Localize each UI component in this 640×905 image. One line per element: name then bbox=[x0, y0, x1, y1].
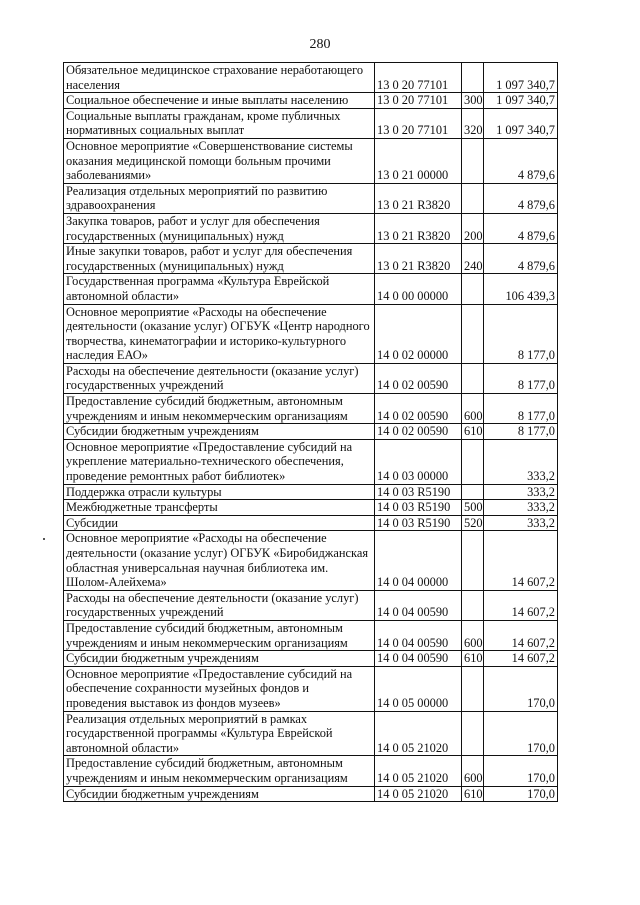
row-sum-cell: 170,0 bbox=[484, 786, 558, 802]
row-type-cell bbox=[462, 590, 484, 620]
row-name-cell: Реализация отдельных мероприятий в рамках государственной программы «Культура Еврейской автономной области» bbox=[64, 711, 375, 756]
row-name-cell: Социальные выплаты гражданам, кроме публичных нормативных социальных выплат bbox=[64, 108, 375, 138]
row-code-cell: 14 0 02 00590 bbox=[375, 394, 462, 424]
row-type-cell: 500 bbox=[462, 500, 484, 516]
row-type-cell bbox=[462, 63, 484, 93]
budget-table bbox=[63, 62, 558, 802]
row-sum-cell: 170,0 bbox=[484, 666, 558, 711]
row-code-cell: 14 0 04 00590 bbox=[375, 620, 462, 650]
row-sum-cell: 333,2 bbox=[484, 484, 558, 500]
row-sum-cell: 14 607,2 bbox=[484, 531, 558, 590]
table-row bbox=[64, 666, 558, 711]
row-code-cell: 14 0 05 00000 bbox=[375, 666, 462, 711]
row-type-cell bbox=[462, 531, 484, 590]
table-row bbox=[64, 363, 558, 393]
row-sum-cell: 1 097 340,7 bbox=[484, 108, 558, 138]
row-type-cell: 520 bbox=[462, 515, 484, 531]
row-sum-cell: 333,2 bbox=[484, 500, 558, 516]
table-row bbox=[64, 515, 558, 531]
row-code-cell: 14 0 04 00590 bbox=[375, 590, 462, 620]
table-row bbox=[64, 63, 558, 93]
row-type-cell bbox=[462, 439, 484, 484]
table-row bbox=[64, 274, 558, 304]
row-name-cell: Предоставление субсидий бюджетным, автономным учреждениям и иным некоммерческим организациям bbox=[64, 620, 375, 650]
row-name-cell: Субсидии bbox=[64, 515, 375, 531]
row-type-cell: 300 bbox=[462, 93, 484, 109]
row-name-cell: Реализация отдельных мероприятий по развитию здравоохранения bbox=[64, 183, 375, 213]
row-code-cell: 14 0 03 R5190 bbox=[375, 515, 462, 531]
table-row bbox=[64, 590, 558, 620]
row-name-cell: Основное мероприятие «Предоставление субсидий на обеспечение сохранности музейных фондов и проведения выставок из фондов музеев» bbox=[64, 666, 375, 711]
table-row bbox=[64, 394, 558, 424]
row-sum-cell: 170,0 bbox=[484, 711, 558, 756]
row-type-cell bbox=[462, 274, 484, 304]
table-row bbox=[64, 711, 558, 756]
row-type-cell: 610 bbox=[462, 651, 484, 667]
row-type-cell: 600 bbox=[462, 394, 484, 424]
table-row bbox=[64, 93, 558, 109]
row-type-cell bbox=[462, 484, 484, 500]
row-name-cell: Основное мероприятие «Предоставление субсидий на укрепление материально-технического обеспечения, проведение ремонтных работ библиотек» bbox=[64, 439, 375, 484]
row-sum-cell: 4 879,6 bbox=[484, 138, 558, 183]
row-type-cell bbox=[462, 304, 484, 363]
row-code-cell: 13 0 20 77101 bbox=[375, 93, 462, 109]
row-sum-cell: 1 097 340,7 bbox=[484, 63, 558, 93]
row-sum-cell: 1 097 340,7 bbox=[484, 93, 558, 109]
row-code-cell: 14 0 04 00590 bbox=[375, 651, 462, 667]
row-code-cell: 14 0 02 00000 bbox=[375, 304, 462, 363]
row-type-cell bbox=[462, 183, 484, 213]
row-sum-cell: 4 879,6 bbox=[484, 244, 558, 274]
row-name-cell: Основное мероприятие «Совершенствование системы оказания медицинской помощи больным прочими заболеваниями» bbox=[64, 138, 375, 183]
row-sum-cell: 8 177,0 bbox=[484, 304, 558, 363]
row-code-cell: 14 0 05 21020 bbox=[375, 756, 462, 786]
row-sum-cell: 14 607,2 bbox=[484, 590, 558, 620]
row-name-cell: Субсидии бюджетным учреждениям bbox=[64, 786, 375, 802]
row-sum-cell: 333,2 bbox=[484, 515, 558, 531]
row-type-cell: 200 bbox=[462, 213, 484, 243]
row-code-cell: 13 0 21 00000 bbox=[375, 138, 462, 183]
budget-table-body bbox=[64, 63, 558, 802]
table-row bbox=[64, 531, 558, 590]
row-name-cell: Основное мероприятие «Расходы на обеспечение деятельности (оказание услуг) ОГБУК «Центр народного творчества, кинематографии и историко-культурного наследия ЕАО» bbox=[64, 304, 375, 363]
row-type-cell: 320 bbox=[462, 108, 484, 138]
row-name-cell: Социальное обеспечение и иные выплаты населению bbox=[64, 93, 375, 109]
row-code-cell: 14 0 02 00590 bbox=[375, 424, 462, 440]
table-row bbox=[64, 138, 558, 183]
page-number: 280 bbox=[309, 37, 331, 52]
row-name-cell: Предоставление субсидий бюджетным, автономным учреждениям и иным некоммерческим организациям bbox=[64, 756, 375, 786]
row-code-cell: 14 0 05 21020 bbox=[375, 711, 462, 756]
scan-speck bbox=[43, 538, 45, 540]
table-row bbox=[64, 424, 558, 440]
table-row bbox=[64, 213, 558, 243]
row-type-cell: 610 bbox=[462, 786, 484, 802]
row-sum-cell: 106 439,3 bbox=[484, 274, 558, 304]
row-code-cell: 14 0 02 00590 bbox=[375, 363, 462, 393]
table-row bbox=[64, 484, 558, 500]
row-name-cell: Закупка товаров, работ и услуг для обеспечения государственных (муниципальных) нужд bbox=[64, 213, 375, 243]
row-name-cell: Предоставление субсидий бюджетным, автономным учреждениям и иным некоммерческим организациям bbox=[64, 394, 375, 424]
row-name-cell: Субсидии бюджетным учреждениям bbox=[64, 651, 375, 667]
table-row bbox=[64, 304, 558, 363]
row-name-cell: Иные закупки товаров, работ и услуг для обеспечения государственных (муниципальных) нужд bbox=[64, 244, 375, 274]
row-name-cell: Поддержка отрасли культуры bbox=[64, 484, 375, 500]
row-sum-cell: 8 177,0 bbox=[484, 363, 558, 393]
table-row bbox=[64, 651, 558, 667]
row-name-cell: Расходы на обеспечение деятельности (оказание услуг) государственных учреждений bbox=[64, 363, 375, 393]
table-row bbox=[64, 244, 558, 274]
row-type-cell bbox=[462, 666, 484, 711]
row-sum-cell: 170,0 bbox=[484, 756, 558, 786]
row-name-cell: Государственная программа «Культура Еврейской автономной области» bbox=[64, 274, 375, 304]
table-row bbox=[64, 439, 558, 484]
row-type-cell: 610 bbox=[462, 424, 484, 440]
row-sum-cell: 333,2 bbox=[484, 439, 558, 484]
row-code-cell: 14 0 03 00000 bbox=[375, 439, 462, 484]
row-sum-cell: 4 879,6 bbox=[484, 183, 558, 213]
row-name-cell: Межбюджетные трансферты bbox=[64, 500, 375, 516]
row-name-cell: Расходы на обеспечение деятельности (оказание услуг) государственных учреждений bbox=[64, 590, 375, 620]
row-type-cell bbox=[462, 363, 484, 393]
row-code-cell: 13 0 21 R3820 bbox=[375, 244, 462, 274]
table-row bbox=[64, 108, 558, 138]
row-type-cell: 600 bbox=[462, 756, 484, 786]
row-code-cell: 14 0 04 00000 bbox=[375, 531, 462, 590]
table-row bbox=[64, 183, 558, 213]
row-name-cell: Субсидии бюджетным учреждениям bbox=[64, 424, 375, 440]
row-code-cell: 13 0 21 R3820 bbox=[375, 183, 462, 213]
table-row bbox=[64, 500, 558, 516]
row-code-cell: 14 0 03 R5190 bbox=[375, 500, 462, 516]
row-name-cell: Обязательное медицинское страхование неработающего населения bbox=[64, 63, 375, 93]
row-sum-cell: 4 879,6 bbox=[484, 213, 558, 243]
row-code-cell: 13 0 20 77101 bbox=[375, 63, 462, 93]
table-row bbox=[64, 756, 558, 786]
row-sum-cell: 14 607,2 bbox=[484, 620, 558, 650]
row-sum-cell: 14 607,2 bbox=[484, 651, 558, 667]
row-sum-cell: 8 177,0 bbox=[484, 424, 558, 440]
row-code-cell: 14 0 00 00000 bbox=[375, 274, 462, 304]
row-type-cell bbox=[462, 138, 484, 183]
row-name-cell: Основное мероприятие «Расходы на обеспечение деятельности (оказание услуг) ОГБУК «Биробиджанская областная универсальная научная библиотека им. Шолом-Алейхема» bbox=[64, 531, 375, 590]
row-code-cell: 14 0 05 21020 bbox=[375, 786, 462, 802]
row-code-cell: 13 0 21 R3820 bbox=[375, 213, 462, 243]
row-type-cell: 240 bbox=[462, 244, 484, 274]
row-code-cell: 13 0 20 77101 bbox=[375, 108, 462, 138]
row-code-cell: 14 0 03 R5190 bbox=[375, 484, 462, 500]
table-row bbox=[64, 786, 558, 802]
row-type-cell: 600 bbox=[462, 620, 484, 650]
table-row bbox=[64, 620, 558, 650]
row-sum-cell: 8 177,0 bbox=[484, 394, 558, 424]
row-type-cell bbox=[462, 711, 484, 756]
